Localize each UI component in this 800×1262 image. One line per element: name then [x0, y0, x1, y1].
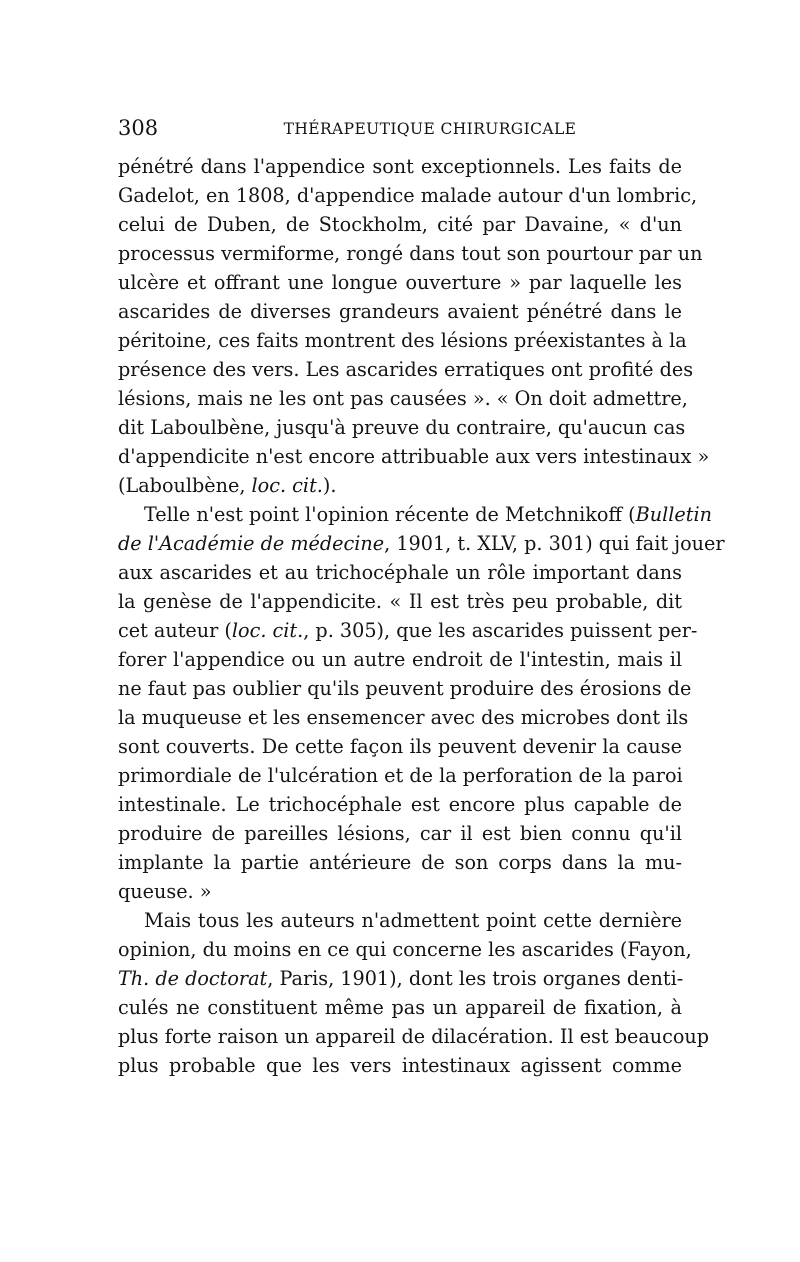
text-line: plus forte raison un appareil de dilacération. Il est beaucoup	[118, 1025, 710, 1048]
text-line: pénétré dans l'appendice sont exceptionnels. Les faits de	[118, 155, 682, 178]
text-line: la genèse de l'appendicite. « Il est très peu probable, dit	[118, 590, 682, 613]
text-line: Mais tous les auteurs n'admettent point cette dernière	[144, 909, 682, 932]
text-line: celui de Duben, de Stockholm, cité par Davaine, « d'un	[118, 213, 682, 236]
text-line: intestinale. Le trichocéphale est encore plus capable de	[118, 793, 682, 816]
text-line: opinion, du moins en ce qui concerne les ascarides (Fayon,	[118, 938, 692, 961]
text-line	[118, 964, 682, 993]
text-line	[118, 500, 712, 529]
text-line: processus vermiforme, rongé dans tout son pourtour par un	[118, 242, 703, 265]
italic-citation: de l'Académie de médecine	[118, 532, 385, 555]
text-fragment: ).	[322, 474, 337, 497]
text-fragment: Telle n'est point l'opinion récente de Metchnikoff (	[144, 503, 636, 526]
text-fragment: , 1901, t. XLV, p. 301) qui fait jouer	[384, 532, 725, 555]
text-line: produire de pareilles lésions, car il est bien connu qu'il	[118, 822, 682, 845]
body-text	[118, 152, 725, 1080]
text-line: primordiale de l'ulcération et de la perforation de la paroi	[118, 764, 683, 787]
text-line	[118, 471, 682, 500]
text-fragment: cet auteur (	[118, 619, 232, 642]
text-line: péritoine, ces faits montrent des lésions préexistantes à la	[118, 329, 687, 352]
text-fragment: , p. 305), que les ascarides puissent per-	[303, 619, 698, 642]
text-line: d'appendicite n'est encore attribuable aux vers intestinaux »	[118, 445, 710, 468]
text-line	[118, 616, 698, 645]
text-fragment: (Laboulbène,	[118, 474, 252, 497]
page-header	[118, 116, 682, 144]
italic-citation: Th. de doctorat	[118, 967, 268, 990]
text-line: culés ne constituent même pas un appareil de fixation, à	[118, 996, 682, 1019]
page-number: 308	[118, 116, 159, 140]
italic-citation: loc. cit.	[251, 474, 323, 497]
text-line: Gadelot, en 1808, d'appendice malade autour d'un lombric,	[118, 184, 698, 207]
text-line: présence des vers. Les ascarides erratiques ont profité des	[118, 358, 694, 381]
text-line: ulcère et offrant une longue ouverture » par laquelle les	[118, 271, 682, 294]
text-line: la muqueuse et les ensemencer avec des microbes dont ils	[118, 706, 689, 729]
text-line	[118, 529, 725, 558]
italic-citation: Bulletin	[635, 503, 712, 526]
text-line: queuse. »	[118, 880, 212, 903]
text-fragment: , Paris, 1901), dont les trois organes denti-	[267, 967, 684, 990]
text-line: implante la partie antérieure de son corps dans la mu-	[118, 851, 682, 874]
text-line: plus probable que les vers intestinaux agissent comme	[118, 1054, 682, 1077]
text-line: forer l'appendice ou un autre endroit de l'intestin, mais il	[118, 648, 682, 671]
text-line: lésions, mais ne les ont pas causées ». « On doit admettre,	[118, 387, 688, 410]
italic-citation: loc. cit.	[231, 619, 304, 642]
text-line: dit Laboulbène, jusqu'à preuve du contraire, qu'aucun cas	[118, 416, 686, 439]
text-line: aux ascarides et au trichocéphale un rôle important dans	[118, 561, 682, 584]
text-line: sont couverts. De cette façon ils peuvent devenir la cause	[118, 735, 682, 758]
text-line: ascarides de diverses grandeurs avaient pénétré dans le	[118, 300, 682, 323]
text-line: ne faut pas oublier qu'ils peuvent produire des érosions de	[118, 677, 692, 700]
running-title: THÉRAPEUTIQUE CHIRURGICALE	[283, 120, 577, 138]
